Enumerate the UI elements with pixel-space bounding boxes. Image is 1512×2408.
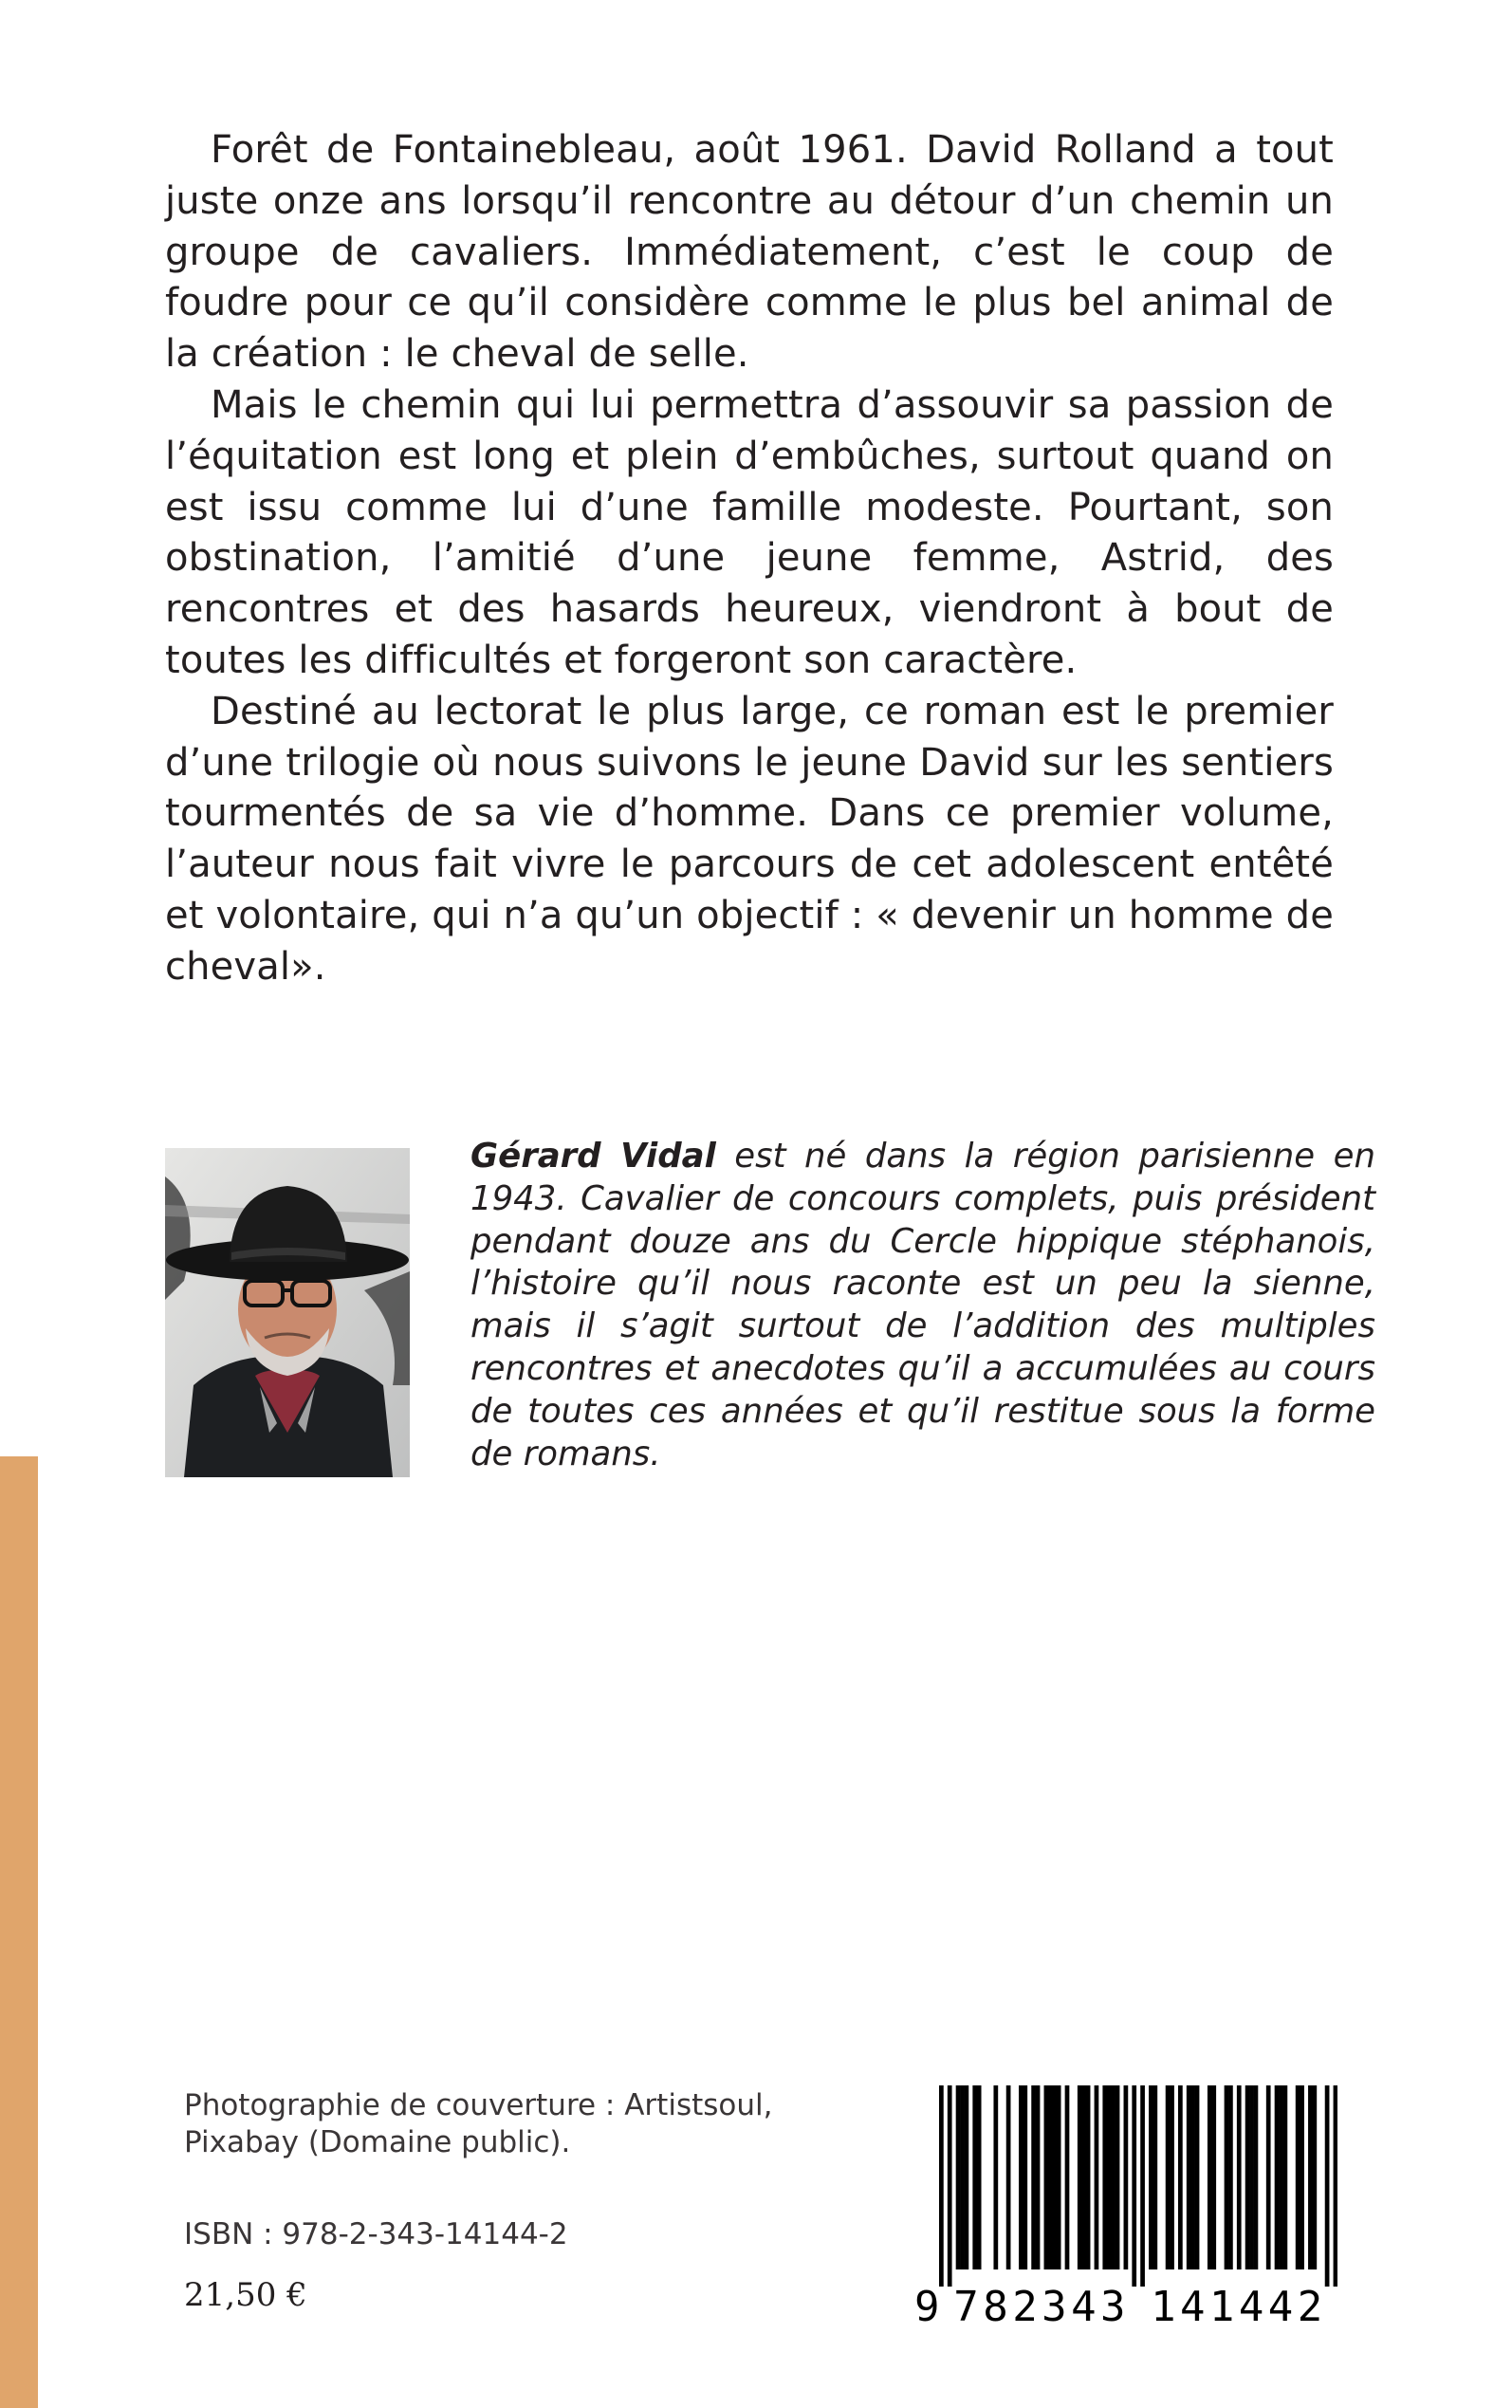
barcode-bar [1036, 2085, 1041, 2269]
barcode-digit: 2 [1012, 2283, 1038, 2331]
barcode-bars [939, 2085, 1337, 2287]
barcode-digit: 7 [953, 2283, 979, 2331]
barcode-digit: 3 [1042, 2283, 1067, 2331]
barcode-bar [1187, 2085, 1191, 2269]
barcode-digit: 4 [1238, 2283, 1264, 2331]
barcode-digit: 4 [1180, 2283, 1206, 2331]
barcode-bar [1228, 2085, 1233, 2269]
barcode-bar [1312, 2085, 1317, 2269]
price-label: 21,50 € [184, 2276, 307, 2314]
cover-photo-credit: Photographie de couverture : Artistsoul, Pixabay (Domaine public). [184, 2088, 773, 2159]
barcode-bar [1124, 2085, 1129, 2269]
barcode-bar [1111, 2085, 1116, 2269]
blurb-paragraph-1: Forêt de Fontainebleau, août 1961. David Rolland a tout juste onze ans lorsqu’il rencontre au détour d’un chemin un groupe de cavaliers. Immédiatement, c’est le coup de foudre pour ce qu’il considère comme le plus bel animal de la création : le cheval de selle. [165, 128, 1334, 377]
barcode-bar [1208, 2085, 1212, 2269]
barcode-bar [1266, 2085, 1271, 2269]
barcode-digit: 1 [1151, 2283, 1176, 2331]
author-photo [165, 1148, 410, 1477]
barcode-guard-bar [1132, 2085, 1136, 2287]
barcode-digit: 3 [1100, 2283, 1126, 2331]
barcode-bar [1170, 2085, 1174, 2269]
barcode-bar [1275, 2085, 1280, 2269]
barcode-guard-bar [1325, 2085, 1330, 2287]
barcode-bar [1300, 2085, 1304, 2269]
back-cover-blurb [165, 125, 1334, 993]
barcode-guard-bar [1334, 2085, 1337, 2287]
orange-spine-band [0, 1456, 38, 2408]
barcode-bar [1057, 2085, 1061, 2269]
barcode-bar [1245, 2085, 1250, 2269]
barcode-bar [1107, 2085, 1112, 2269]
barcode-bar [977, 2085, 982, 2269]
barcode-bar [1195, 2085, 1200, 2269]
author-bio [470, 1136, 1375, 1475]
isbn-barcode [911, 2085, 1337, 2331]
barcode-bar [1019, 2085, 1023, 2269]
barcode-bar [1095, 2085, 1099, 2269]
barcode-guard-bar [948, 2085, 952, 2287]
barcode-bar [1254, 2085, 1259, 2269]
barcode-bar [1211, 2085, 1216, 2269]
barcode-bar [993, 2085, 998, 2269]
blurb-paragraph-2: Mais le chemin qui lui permettra d’assouvir sa passion de l’équitation est long et plein d’embûches, surtout quand on est issu comme lui d’une famille modeste. Pourtant, son obstination, l’amitié d’une jeune femme, Astrid, des rencontres et des hasards heureux, viendront à bout de toutes les difficultés et forgeront son caractère. [165, 382, 1334, 682]
barcode-bar [1283, 2085, 1288, 2269]
barcode-bar [972, 2085, 977, 2269]
barcode-bar [1308, 2085, 1313, 2269]
barcode-bar [1296, 2085, 1300, 2269]
barcode-bar [1044, 2085, 1049, 2269]
barcode-bar [1149, 2085, 1153, 2269]
barcode-bar [1237, 2085, 1242, 2269]
barcode-digit: 9 [914, 2283, 940, 2331]
barcode-bar [1052, 2085, 1057, 2269]
barcode-digit: 1 [1208, 2283, 1235, 2331]
barcode-bar [1166, 2085, 1171, 2269]
isbn-label: ISBN : 978-2-343-14144-2 [184, 2217, 568, 2251]
barcode-bar [1006, 2085, 1011, 2269]
barcode-guard-bar [1140, 2085, 1145, 2287]
blurb-paragraph-3: Destiné au lectorat le plus large, ce roman est le premier d’une trilogie où nous suivons le jeune David sur les sentiers tourmentés de sa vie d’homme. Dans ce premier volume, l’auteur nous fait vivre le parcours de cet adolescent entêté et volontaire, qui n’a qu’un objectif : « devenir un homme de cheval». [165, 689, 1334, 989]
barcode-bar [1116, 2085, 1120, 2269]
barcode-bar [1023, 2085, 1027, 2269]
barcode-bar [1078, 2085, 1082, 2269]
barcode-bar [1190, 2085, 1195, 2269]
barcode-bar [1152, 2085, 1157, 2269]
author-bio-text: est né dans la région parisienne en 1943. Cavalier de concours complets, puis président pendant douze ans du Cercle hippique stéphanois, l’histoire qu’il nous raconte est un peu la sienne, mais il s’agit surtout de l’addition des multiples rencontres et anecdotes qu’il a accumulées au cours de toutes ces années et qu’il restitue sous la forme de romans. [470, 1137, 1376, 1473]
author-portrait-illustration [165, 1148, 410, 1477]
barcode-digit: 4 [1071, 2283, 1097, 2331]
barcode-digit: 8 [983, 2283, 1008, 2331]
barcode-bar [956, 2085, 961, 2269]
barcode-bar [965, 2085, 969, 2269]
barcode-bar [1086, 2085, 1091, 2269]
barcode-bar [1178, 2085, 1183, 2269]
barcode-bar [1081, 2085, 1086, 2269]
barcode-bar [1249, 2085, 1254, 2269]
barcode-bar [1031, 2085, 1036, 2269]
barcode-digit: 2 [1297, 2283, 1323, 2331]
barcode-bar [1065, 2085, 1070, 2269]
barcode-bar [1102, 2085, 1107, 2269]
barcode-bar [1279, 2085, 1283, 2269]
barcode-bar [960, 2085, 965, 2269]
author-name: Gérard Vidal [470, 1137, 716, 1176]
barcode-guard-bar [939, 2085, 944, 2287]
barcode-bar [1048, 2085, 1053, 2269]
barcode-digit: 4 [1267, 2283, 1294, 2331]
barcode-bar [1225, 2085, 1229, 2269]
